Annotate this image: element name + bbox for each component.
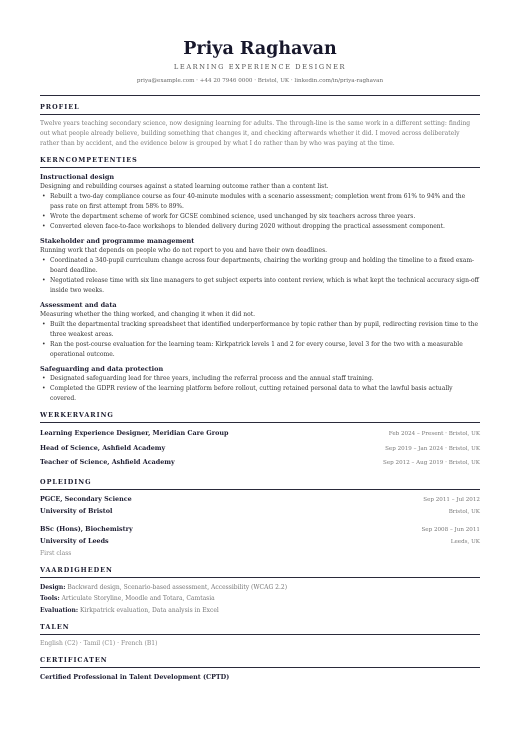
skill-row [40, 593, 480, 605]
competency-lead: Measuring whether the thing worked, and changing it when it did not. [40, 311, 256, 318]
section-title: OPLEIDING [40, 477, 92, 486]
competency-bullet: • Built the departmental tracking spreadsheet that identified underperformance by topic rather than by pupil, redirecting revision time to the three weakest areas. [50, 320, 480, 340]
section-divider [40, 114, 480, 115]
skill-label: Design: [40, 583, 66, 591]
candidate-headline: LEARNING EXPERIENCE DESIGNER [173, 63, 347, 71]
skill-row [40, 605, 480, 617]
section-languages [40, 623, 480, 649]
section-divider [40, 422, 480, 423]
section-title: CERTIFICATEN [40, 656, 108, 664]
competency-bullet: • Converted eleven face-to-face workshops to blended delivery during 2020 without dropping the practical assessment component. [50, 222, 480, 232]
section-divider [40, 667, 480, 668]
section-education [40, 478, 480, 559]
skill-row [40, 582, 480, 594]
section-skills [40, 566, 480, 617]
skill-value: Articulate Storyline, Moodle and Totara, Camtasia [61, 595, 215, 602]
competency-bullet: • Ran the post-course evaluation for the learning team: Kirkpatrick levels 1 and 2 for every course, level 3 for the two with a measurable operational outcome. [50, 340, 480, 360]
languages-list: English (C2) · Tamil (C1) · French (B1) [40, 640, 158, 647]
job-entry [40, 456, 480, 471]
competency-bullet: • Coordinated a 340-pupil curriculum change across four departments, chairing the working group and holding the timeline to a fixed exam-board deadline. [50, 256, 480, 276]
competency-bullet: • Rebuilt a two-day compliance course as four 40-minute modules with a scenario assessment; completion went from 61% to 94% and the pass rate on first attempt from 58% to 89%. [50, 192, 480, 212]
competency-lead: Running work that depends on people who do not report to you and have their own deadlines. [40, 247, 328, 254]
profile-text: Twelve years teaching secondary science, now designing learning for adults. The through-line is the same work in a different setting: finding out what people already believe, building something that changes it, and checking afterwards whether it did. I moved across deliberately rather than by accident, and the evidence below is grouped by what I do rather than by who was paying at the time. [40, 120, 471, 147]
section-divider [40, 577, 480, 578]
competency-group [40, 236, 480, 296]
candidate-name: Priya Raghavan [183, 39, 337, 59]
competency-group [40, 300, 480, 360]
education-institution: University of Bristol [40, 506, 113, 515]
skill-value: Backward design, Scenario-based assessment, Accessibility (WCAG 2.2) [67, 583, 288, 591]
competency-bullet: • Wrote the department scheme of work for GCSE combined science, used unchanged by six teachers across three years. [50, 212, 480, 222]
competency-heading: Safeguarding and data protection [40, 365, 164, 373]
education-dates: Sep 2008 – Jun 2011 [421, 526, 480, 533]
section-core-competencies [40, 156, 480, 404]
education-entry [40, 524, 480, 559]
competency-group [40, 364, 480, 404]
section-profile [40, 103, 480, 149]
contact-line: priya@example.com · +44 20 7946 0000 · Bristol, UK · linkedin.com/in/priya-raghavan [136, 78, 384, 84]
job-meta: Sep 2012 – Aug 2019 · Bristol, UK [383, 460, 480, 466]
competency-group [40, 172, 480, 232]
header-divider [40, 95, 480, 96]
section-title: WERKERVARING [40, 411, 114, 419]
competency-lead: Designing and rebuilding courses against a stated learning outcome rather than a content list. [40, 183, 329, 190]
section-title: PROFIEL [40, 103, 80, 111]
section-work-experience [40, 411, 480, 471]
section-certificates [40, 656, 480, 682]
competency-bullet: • Completed the GDPR review of the learning platform before rollout, cutting retained personal data to what the lawful basis actually covered. [50, 384, 480, 404]
job-meta: Sep 2019 – Jan 2024 · Bristol, UK [385, 445, 480, 452]
section-divider [40, 489, 480, 490]
education-degree: BSc (Hons), Biochemistry [40, 524, 133, 533]
competency-heading: Stakeholder and programme management [40, 237, 195, 245]
skill-label: Tools: [40, 595, 60, 602]
section-title: KERNCOMPETENTIES [40, 156, 138, 164]
job-entry [40, 442, 480, 457]
education-location: Bristol, UK [448, 508, 480, 515]
job-entry [40, 427, 480, 442]
education-degree: PGCE, Secondary Science [40, 494, 132, 503]
job-title: Learning Experience Designer, Meridian Care Group [40, 429, 229, 437]
job-meta: Feb 2024 – Present · Bristol, UK [388, 431, 480, 437]
job-title: Head of Science, Ashfield Academy [40, 443, 166, 452]
competency-heading: Instructional design [40, 173, 115, 181]
education-institution: University of Leeds [40, 536, 109, 545]
education-note: First class [40, 549, 72, 557]
skill-value: Kirkpatrick evaluation, Data analysis in Excel [80, 606, 219, 614]
section-title: VAARDIGHEDEN [40, 565, 113, 574]
section-divider [40, 634, 480, 635]
job-title: Teacher of Science, Ashfield Academy [40, 458, 175, 466]
education-dates: Sep 2011 – Jul 2012 [423, 496, 480, 503]
education-location: Leeds, UK [450, 538, 480, 545]
section-title: TALEN [40, 623, 70, 631]
competency-heading: Assessment and data [40, 301, 117, 309]
competency-bullet: • Designated safeguarding lead for three years, including the referral process and the annual staff training. [50, 374, 480, 384]
competency-bullet: • Negotiated release time with six line managers to get subject experts into content review, which is what kept the technical accuracy sign-off inside two weeks. [50, 276, 480, 296]
certificate-item: Certified Professional in Talent Development (CPTD) [40, 673, 230, 681]
skill-label: Evaluation: [40, 606, 79, 614]
section-divider [40, 167, 480, 168]
education-entry [40, 494, 480, 518]
